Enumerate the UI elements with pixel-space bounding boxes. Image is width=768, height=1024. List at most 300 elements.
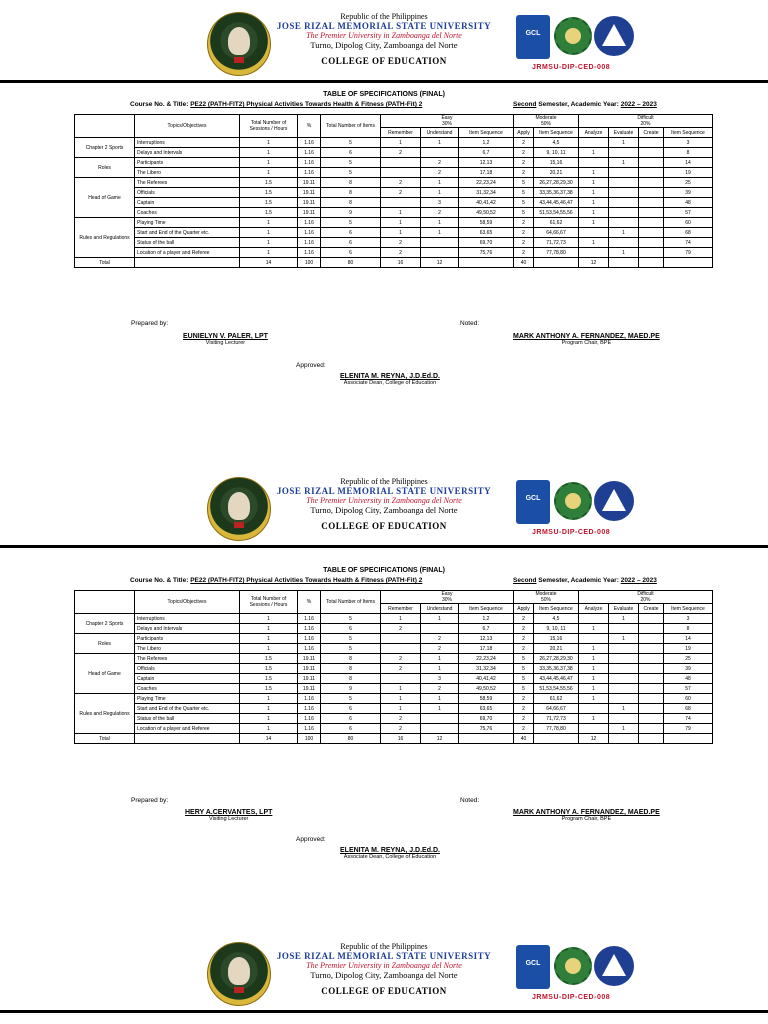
table-cell: 1 [579,674,609,684]
table-cell: 2 [514,624,534,634]
table-cell: 2 [381,654,421,664]
table-cell: 9, 10, 11 [534,148,579,158]
table-cell: 58,59 [459,218,514,228]
table-row [75,664,713,674]
table-cell [609,238,639,248]
letterhead [0,942,768,1014]
document-code: JRMSU-DIP-CED-008 [532,529,611,536]
table-cell: 1 [579,624,609,634]
table-cell: 6 [321,248,381,258]
table-cell [381,634,421,644]
table-cell [579,158,609,168]
table-cell [579,248,609,258]
table-cell: The Referees [135,654,240,664]
table-row [75,228,713,238]
table-cell: 1 [240,634,298,644]
table-cell: Participants [135,158,240,168]
table-cell: 58,59 [459,694,514,704]
header-divider [0,545,768,548]
university-name: JOSE RIZAL MEMORIAL STATE UNIVERSITY [276,486,492,496]
table-cell: Interruptions [135,614,240,624]
table-row [75,694,713,704]
table-cell: 6 [321,238,381,248]
table-cell: 1.5 [240,188,298,198]
table-cell: 48 [664,198,713,208]
total-cell [664,734,713,744]
table-cell: 6 [321,624,381,634]
table-cell: 8 [321,664,381,674]
accreditation-logo [594,946,634,986]
table-cell [609,714,639,724]
table-cell [609,684,639,694]
table-cell: 20,21 [534,168,579,178]
table-header-row [75,591,713,604]
table-cell: 1 [240,158,298,168]
group-cell: Rules and Regulations [75,694,135,734]
subheader-cell: Apply [514,128,534,138]
table-cell [609,188,639,198]
table-cell [639,138,664,148]
specification-table [74,590,713,744]
header-cell: % [298,115,321,138]
table-cell: 1 [421,228,459,238]
table-cell [421,238,459,248]
prepared-by-block [183,333,268,346]
subheader-cell: Understand [421,604,459,614]
total-cell [534,258,579,268]
table-cell: Playing Time [135,694,240,704]
table-cell: 1.16 [298,148,321,158]
table-row [75,198,713,208]
table-cell: 2 [514,158,534,168]
table-cell: 39 [664,188,713,198]
table-cell: 1.5 [240,684,298,694]
table-cell: 31,32,34 [459,188,514,198]
accreditation-logo [594,16,634,56]
gear-seal-logo [554,482,592,520]
table-cell: Coaches [135,208,240,218]
table-cell: 5 [514,654,534,664]
table-cell: Captain [135,674,240,684]
total-row [75,258,713,268]
table-cell: 1 [579,644,609,654]
table-cell [639,168,664,178]
table-cell: Coaches [135,684,240,694]
subheader-cell: Apply [514,604,534,614]
table-cell: 1,2 [459,614,514,624]
table-cell: 2 [381,178,421,188]
table-cell: 2 [514,704,534,714]
table-cell: 5 [321,694,381,704]
approved-by-name: ELENITA M. REYNA, J.D.Ed.D. [340,847,440,854]
table-cell [639,248,664,258]
table-row [75,614,713,624]
table-cell: 3 [421,674,459,684]
table-cell [639,724,664,734]
total-cell [135,258,240,268]
table-cell: 2 [381,148,421,158]
prepared-by-name: HERY A.CERVANTES, LPT [185,809,273,816]
subheader-cell: Item Sequence [534,604,579,614]
table-cell [609,694,639,704]
noted-by-name: MARK ANTHONY A. FERNANDEZ, MAED.PE [513,333,660,340]
college-name: COLLEGE OF EDUCATION [321,521,447,531]
table-cell [639,218,664,228]
subheader-cell: Analyze [579,604,609,614]
table-cell: 6 [321,724,381,734]
table-cell: 63,65 [459,704,514,714]
table-cell: 57 [664,208,713,218]
table-cell: 1 [609,138,639,148]
table-cell: Status of the ball [135,238,240,248]
republic-label: Republic of the Philippines [340,477,428,486]
document-page-3 [0,942,768,1014]
document-page-2 [0,477,768,860]
table-cell: 1 [381,208,421,218]
table-cell: 1 [381,218,421,228]
table-cell: 5 [321,614,381,624]
table-cell [579,634,609,644]
table-cell: 8 [321,674,381,684]
table-cell: 1 [579,684,609,694]
table-cell: 2 [514,714,534,724]
table-cell [421,248,459,258]
table-cell: 3 [664,614,713,624]
table-cell: 6 [321,148,381,158]
prepared-by-position: Visiting Lecturer [209,816,249,822]
table-cell: 1 [240,714,298,724]
table-cell: 2 [514,634,534,644]
header-cell: Total Number of Items [321,591,381,614]
table-cell: 69,70 [459,714,514,724]
table-cell: 17,18 [459,168,514,178]
total-cell [639,258,664,268]
table-cell: 5 [514,198,534,208]
table-cell: 6 [321,714,381,724]
total-cell: 40 [514,258,534,268]
table-cell [421,148,459,158]
table-cell: 48 [664,674,713,684]
total-cell: 80 [321,734,381,744]
group-cell: Roles [75,158,135,178]
table-cell: 19 [664,168,713,178]
table-cell [639,704,664,714]
table-cell: 1 [579,714,609,724]
total-cell: 80 [321,258,381,268]
tos-title: TABLE OF SPECIFICATIONS (FINAL) [323,567,445,574]
header-cell [75,115,135,138]
table-cell [639,624,664,634]
table-cell: 2 [381,624,421,634]
table-cell [639,188,664,198]
group-cell: Rules and Regulations [75,218,135,258]
table-cell: 5 [514,188,534,198]
table-cell: 2 [514,138,534,148]
table-cell: Participants [135,634,240,644]
table-cell: 61,62 [534,218,579,228]
table-cell: 2 [421,158,459,168]
table-cell [609,654,639,664]
table-cell: 51,53,54,55,56 [534,208,579,218]
easy-header: Easy 30% [381,115,514,128]
table-cell: 1 [421,218,459,228]
header-divider [0,1010,768,1013]
table-cell: 9 [321,208,381,218]
table-cell: 71,72,73 [534,238,579,248]
prepared-by-label: Prepared by: [131,797,169,804]
table-cell: 2 [514,238,534,248]
specification-table [74,114,713,268]
university-name: JOSE RIZAL MEMORIAL STATE UNIVERSITY [276,21,492,31]
subheader-cell: Understand [421,128,459,138]
approved-by-position: Associate Dean, College of Education [343,380,437,386]
table-cell: Captain [135,198,240,208]
table-cell: 40,41,42 [459,674,514,684]
table-cell [579,138,609,148]
table-cell: 2 [421,634,459,644]
table-cell [609,148,639,158]
republic-label: Republic of the Philippines [340,942,428,951]
total-row [75,734,713,744]
table-cell: 14 [664,158,713,168]
table-row [75,248,713,258]
total-cell: 14 [240,258,298,268]
table-cell: 49,50,52 [459,208,514,218]
table-cell [639,198,664,208]
table-cell: 1 [240,228,298,238]
prepared-by-position: Visiting Lecturer [205,340,246,346]
table-cell: 1 [579,694,609,704]
table-cell [639,208,664,218]
course-info: Course No. & Title: PE22 (PATH-FIT2) Physical Activities Towards Health & Fitness (PATH-Fit) 2 [130,577,423,584]
table-cell: 8 [321,178,381,188]
table-cell: 68 [664,228,713,238]
table-cell: 1 [421,188,459,198]
table-cell: 77,78,80 [534,248,579,258]
table-cell: 60 [664,218,713,228]
table-cell: 5 [514,664,534,674]
table-cell: 1 [240,148,298,158]
prepared-by-name: EUNIELYN V. PALER, LPT [183,333,268,340]
table-cell: The Referees [135,178,240,188]
table-row [75,178,713,188]
total-cell: 100 [298,258,321,268]
table-cell [381,674,421,684]
table-cell: 1 [240,248,298,258]
table-cell: 19.11 [298,684,321,694]
table-cell: 15,16 [534,634,579,644]
table-cell: 25 [664,178,713,188]
group-cell: Roles [75,634,135,654]
table-cell: 19.11 [298,188,321,198]
table-cell: 2 [381,724,421,734]
table-cell: 1 [579,148,609,158]
table-cell: 2 [381,664,421,674]
table-cell: Start and End of the Quarter etc. [135,704,240,714]
republic-label: Republic of the Philippines [340,12,428,21]
table-cell: 1.5 [240,208,298,218]
table-cell: 1 [240,644,298,654]
table-cell: 1 [579,238,609,248]
table-cell [639,148,664,158]
table-cell: 2 [514,228,534,238]
table-cell [609,218,639,228]
table-cell: 9 [321,684,381,694]
table-cell: 2 [381,714,421,724]
subheader-cell: Item Sequence [534,128,579,138]
table-cell: 1 [421,178,459,188]
table-cell [421,714,459,724]
moderate-header: Moderate 50% [514,591,579,604]
total-cell [664,258,713,268]
table-cell: 1.16 [298,238,321,248]
noted-by-position: Program Chair, BPE [561,340,612,346]
total-cell [534,734,579,744]
document-code: JRMSU-DIP-CED-008 [532,64,611,71]
header-cell: Total Number of Sessions / Hours [240,115,298,138]
table-cell: 1.16 [298,704,321,714]
table-cell: 1.5 [240,654,298,664]
subheader-cell: Remember [381,128,421,138]
table-cell: 49,50,52 [459,684,514,694]
table-cell: 57 [664,684,713,694]
table-cell: 22,23,24 [459,178,514,188]
table-cell: 77,78,80 [534,724,579,734]
group-cell: Head of Game [75,178,135,218]
subheader-cell: Evaluate [609,604,639,614]
table-cell: 1 [240,724,298,734]
table-cell: 1 [381,138,421,148]
total-cell: 12 [421,258,459,268]
table-cell: 1 [609,158,639,168]
table-cell [421,624,459,634]
table-cell: The Libero [135,644,240,654]
table-cell: Location of a player and Referee [135,248,240,258]
table-cell: 1 [579,178,609,188]
total-cell: 12 [579,734,609,744]
noted-label: Noted: [460,797,480,804]
table-cell: 19.11 [298,198,321,208]
gcl-certification-logo: GCL [516,480,550,524]
table-cell: 1.16 [298,694,321,704]
table-cell: 6 [321,704,381,714]
table-cell: 9, 10, 11 [534,624,579,634]
table-cell: 1.16 [298,228,321,238]
table-row [75,654,713,664]
table-cell: 25 [664,654,713,664]
table-cell: 63,65 [459,228,514,238]
table-cell: 22,23,24 [459,654,514,664]
table-cell: 19.11 [298,178,321,188]
table-cell: 1 [609,724,639,734]
table-header-row [75,115,713,128]
table-cell [609,664,639,674]
total-cell: 14 [240,734,298,744]
subheader-cell: Remember [381,604,421,614]
table-cell: 5 [321,158,381,168]
letterhead [0,477,768,549]
table-cell: 1 [240,694,298,704]
certification-logos [516,480,621,524]
table-cell: Start and End of the Quarter etc. [135,228,240,238]
table-cell: 1.16 [298,248,321,258]
table-cell: 4,5 [534,614,579,624]
table-cell [579,724,609,734]
table-cell: 43,44,45,46,47 [534,674,579,684]
tos-title: TABLE OF SPECIFICATIONS (FINAL) [323,91,445,98]
table-cell: 1 [579,208,609,218]
table-cell: 1 [381,694,421,704]
table-cell: 1 [579,168,609,178]
table-cell: 6,7 [459,148,514,158]
approved-by-name: ELENITA M. REYNA, J.D.Ed.D. [340,373,440,380]
table-cell: 1 [240,218,298,228]
table-cell: 1 [421,614,459,624]
table-cell: 74 [664,714,713,724]
table-cell: 4,5 [534,138,579,148]
gear-seal-logo [554,17,592,55]
table-cell: 1.16 [298,614,321,624]
table-cell: 1 [609,248,639,258]
table-cell: 68 [664,704,713,714]
table-cell: Officials [135,188,240,198]
table-cell: 3 [421,198,459,208]
table-cell: 2 [514,724,534,734]
table-cell [639,228,664,238]
table-cell: 1 [579,654,609,664]
gcl-certification-logo: GCL [516,15,550,59]
table-cell: 75,76 [459,724,514,734]
table-cell: 1.5 [240,664,298,674]
total-cell [639,734,664,744]
table-cell: 1 [421,654,459,664]
approved-label: Approved: [296,836,326,843]
header-divider [0,80,768,83]
college-name: COLLEGE OF EDUCATION [321,986,447,996]
noted-label: Noted: [460,320,480,327]
table-cell: 3 [664,138,713,148]
approved-by-block [340,373,440,386]
table-cell: 6,7 [459,624,514,634]
table-cell [609,178,639,188]
table-cell: 1.5 [240,198,298,208]
table-cell: 12,13 [459,634,514,644]
table-cell: 1 [579,218,609,228]
table-cell: 8 [321,654,381,664]
letterhead [0,12,768,84]
table-cell [639,158,664,168]
total-cell [135,734,240,744]
table-cell: 1.16 [298,624,321,634]
semester-info: Second Semester, Academic Year: 2022 – 2023 [513,577,657,584]
group-cell: Chapter 2 Sports [75,138,135,158]
table-cell: 1 [240,624,298,634]
table-cell [609,198,639,208]
table-cell: 1 [240,168,298,178]
table-cell: 1 [381,684,421,694]
table-cell: 19.11 [298,674,321,684]
gear-seal-logo [554,947,592,985]
table-cell: 79 [664,724,713,734]
table-cell: 1.16 [298,218,321,228]
table-cell: 1 [240,138,298,148]
table-cell: 5 [321,138,381,148]
table-cell [579,614,609,624]
course-info: Course No. & Title: PE22 (PATH-FIT2) Physical Activities Towards Health & Fitness (PATH-Fit) 2 [130,101,423,108]
table-cell: 1.16 [298,724,321,734]
group-cell: Chapter 2 Sports [75,614,135,634]
table-cell: 1 [609,634,639,644]
